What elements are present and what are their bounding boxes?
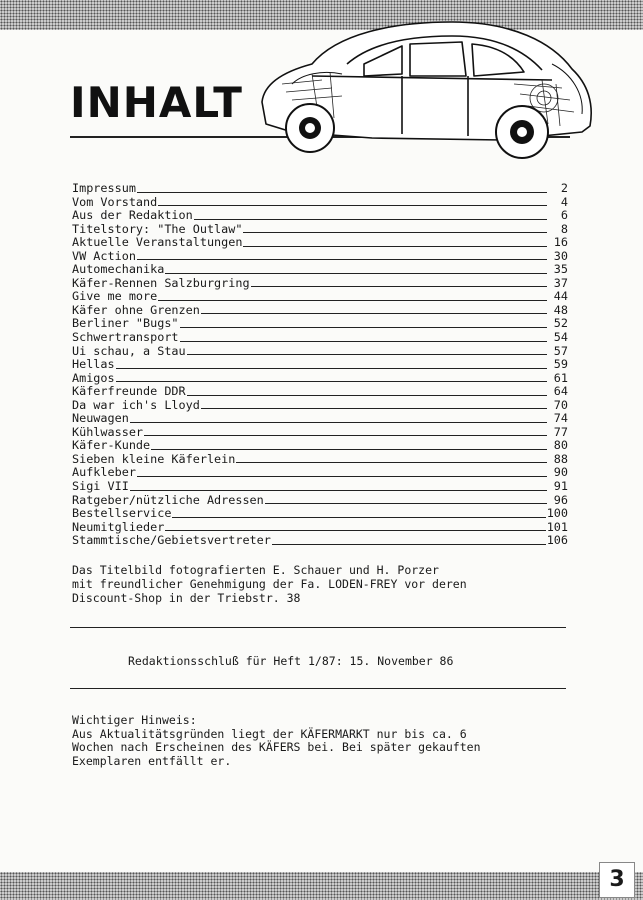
toc-entry-title: Automechanika (72, 262, 165, 277)
toc-page-number: 106 (546, 533, 568, 548)
toc-row (72, 399, 568, 413)
toc-page-number: 101 (546, 519, 568, 534)
toc-leader-line (137, 192, 547, 193)
toc-leader-line (243, 232, 547, 233)
editorial-deadline: Redaktionsschluß für Heft 1/87: 15. November 86 (128, 654, 454, 668)
toc-entry-title: Titelstory: "The Outlaw" (72, 221, 243, 236)
toc-row (72, 439, 568, 453)
toc-entry-title: Käfer ohne Grenzen (72, 302, 200, 317)
toc-entry-title: Kühlwasser (72, 424, 144, 439)
toc-page-number: 30 (553, 248, 568, 263)
toc-leader-line (165, 273, 547, 274)
toc-page-number: 48 (553, 302, 568, 317)
toc-row (72, 317, 568, 331)
toc-leader-line (201, 408, 547, 409)
toc-page-number: 8 (560, 221, 568, 236)
toc-entry-title: Schwertransport (72, 330, 179, 345)
toc-leader-line (272, 544, 546, 545)
toc-page-number: 61 (553, 370, 568, 385)
toc-entry-title: Käfer-Kunde (72, 438, 151, 453)
toc-entry-title: Käfer-Rennen Salzburgring (72, 275, 250, 290)
toc-entry-title: Aktuelle Veranstaltungen (72, 235, 243, 250)
toc-entry-title: Neuwagen (72, 411, 129, 426)
toc-leader-line (165, 530, 545, 531)
toc-entry-title: Impressum (72, 181, 136, 195)
toc-page-number: 52 (553, 316, 568, 331)
toc-page-number: 74 (553, 411, 568, 426)
divider-rule (70, 627, 566, 628)
toc-entry-title: Aus der Redaktion (72, 208, 193, 223)
toc-leader-line (201, 313, 547, 314)
toc-row (72, 345, 568, 359)
toc-entry-title: Give me more (72, 289, 158, 304)
notice-line: Aus Aktualitätsgründen liegt der KÄFERMARKT nur bis ca. 6 (72, 726, 467, 741)
toc-leader-line (116, 381, 547, 382)
toc-leader-line (116, 368, 547, 369)
toc-page-number: 77 (553, 424, 568, 439)
toc-row (72, 412, 568, 426)
toc-entry-title: Sieben kleine Käferlein (72, 451, 236, 466)
toc-row (72, 521, 568, 535)
toc-leader-line (251, 286, 547, 287)
toc-leader-line (137, 259, 547, 260)
toc-leader-line (265, 503, 547, 504)
toc-entry-title: VW Action (72, 248, 136, 263)
toc-leader-line (187, 354, 547, 355)
toc-entry-title: Amigos (72, 370, 115, 385)
toc-page-number: 100 (546, 506, 568, 521)
toc-entry-title: Ratgeber/nützliche Adressen (72, 492, 264, 507)
toc-row (72, 466, 568, 480)
toc-entry-title: Da war ich's Lloyd (72, 397, 200, 412)
toc-row (72, 480, 568, 494)
important-notice (72, 714, 592, 768)
toc-entry-title: Sigi VII (72, 479, 129, 494)
toc-row (72, 277, 568, 291)
toc-leader-line (130, 490, 547, 491)
toc-page-number: 59 (553, 357, 568, 372)
toc-row (72, 223, 568, 237)
toc-row (72, 372, 568, 386)
toc-page-number: 2 (560, 181, 568, 195)
notice-line: Exemplaren entfällt er. (72, 753, 232, 768)
toc-page-number: 44 (553, 289, 568, 304)
toc-leader-line (158, 300, 547, 301)
toc-row (72, 263, 568, 277)
vw-beetle-cutaway-illustration (252, 14, 597, 164)
toc-leader-line (180, 341, 547, 342)
toc-row (72, 507, 568, 521)
toc-row (72, 426, 568, 440)
divider-rule (70, 688, 566, 689)
toc-row (72, 236, 568, 250)
caption-line: Das Titelbild fotografierten E. Schauer und H. Porzer (72, 563, 439, 577)
toc-row (72, 196, 568, 210)
toc-row (72, 534, 568, 548)
page-title: INHALT (70, 78, 243, 127)
toc-row (72, 494, 568, 508)
toc-leader-line (187, 395, 547, 396)
toc-leader-line (172, 517, 545, 518)
toc-page-number: 37 (553, 275, 568, 290)
table-of-contents (72, 182, 568, 548)
toc-entry-title: Ui schau, a Stau (72, 343, 186, 358)
toc-row (72, 358, 568, 372)
toc-leader-line (158, 205, 547, 206)
toc-entry-title: Stammtische/Gebietsvertreter (72, 533, 271, 548)
toc-row (72, 182, 568, 196)
toc-leader-line (243, 246, 547, 247)
toc-page-number: 6 (560, 208, 568, 223)
toc-page-number: 54 (553, 330, 568, 345)
toc-entry-title: Berliner "Bugs" (72, 316, 179, 331)
toc-page-number: 91 (553, 479, 568, 494)
notice-heading: Wichtiger Hinweis: (72, 713, 197, 727)
cover-photo-credit (72, 563, 572, 605)
toc-entry-title: Aufkleber (72, 465, 136, 480)
toc-row (72, 331, 568, 345)
toc-leader-line (144, 435, 547, 436)
toc-row (72, 250, 568, 264)
toc-entry-title: Neumitglieder (72, 519, 165, 534)
caption-line: Discount-Shop in der Triebstr. 38 (72, 591, 301, 605)
toc-leader-line (130, 422, 547, 423)
toc-leader-line (137, 476, 547, 477)
toc-page-number: 64 (553, 384, 568, 399)
toc-page-number: 57 (553, 343, 568, 358)
page-number: 3 (599, 862, 635, 898)
toc-leader-line (180, 327, 547, 328)
toc-row (72, 453, 568, 467)
toc-page-number: 70 (553, 397, 568, 412)
toc-page-number: 96 (553, 492, 568, 507)
toc-page-number: 16 (553, 235, 568, 250)
toc-leader-line (236, 462, 547, 463)
toc-row (72, 290, 568, 304)
toc-page-number: 35 (553, 262, 568, 277)
toc-entry-title: Käferfreunde DDR (72, 384, 186, 399)
notice-line: Wochen nach Erscheinen des KÄFERS bei. Bei später gekauften (72, 740, 481, 754)
caption-line: mit freundlicher Genehmigung der Fa. LODEN-FREY vor deren (72, 577, 467, 591)
toc-entry-title: Hellas (72, 357, 115, 372)
toc-row (72, 385, 568, 399)
bottom-halftone-band (0, 872, 643, 900)
toc-page-number: 88 (553, 451, 568, 466)
toc-leader-line (151, 449, 547, 450)
toc-page-number: 80 (553, 438, 568, 453)
toc-page-number: 90 (553, 465, 568, 480)
toc-leader-line (194, 219, 547, 220)
toc-row (72, 304, 568, 318)
toc-entry-title: Bestellservice (72, 506, 172, 521)
toc-page-number: 4 (560, 194, 568, 209)
toc-row (72, 209, 568, 223)
toc-entry-title: Vom Vorstand (72, 194, 158, 209)
